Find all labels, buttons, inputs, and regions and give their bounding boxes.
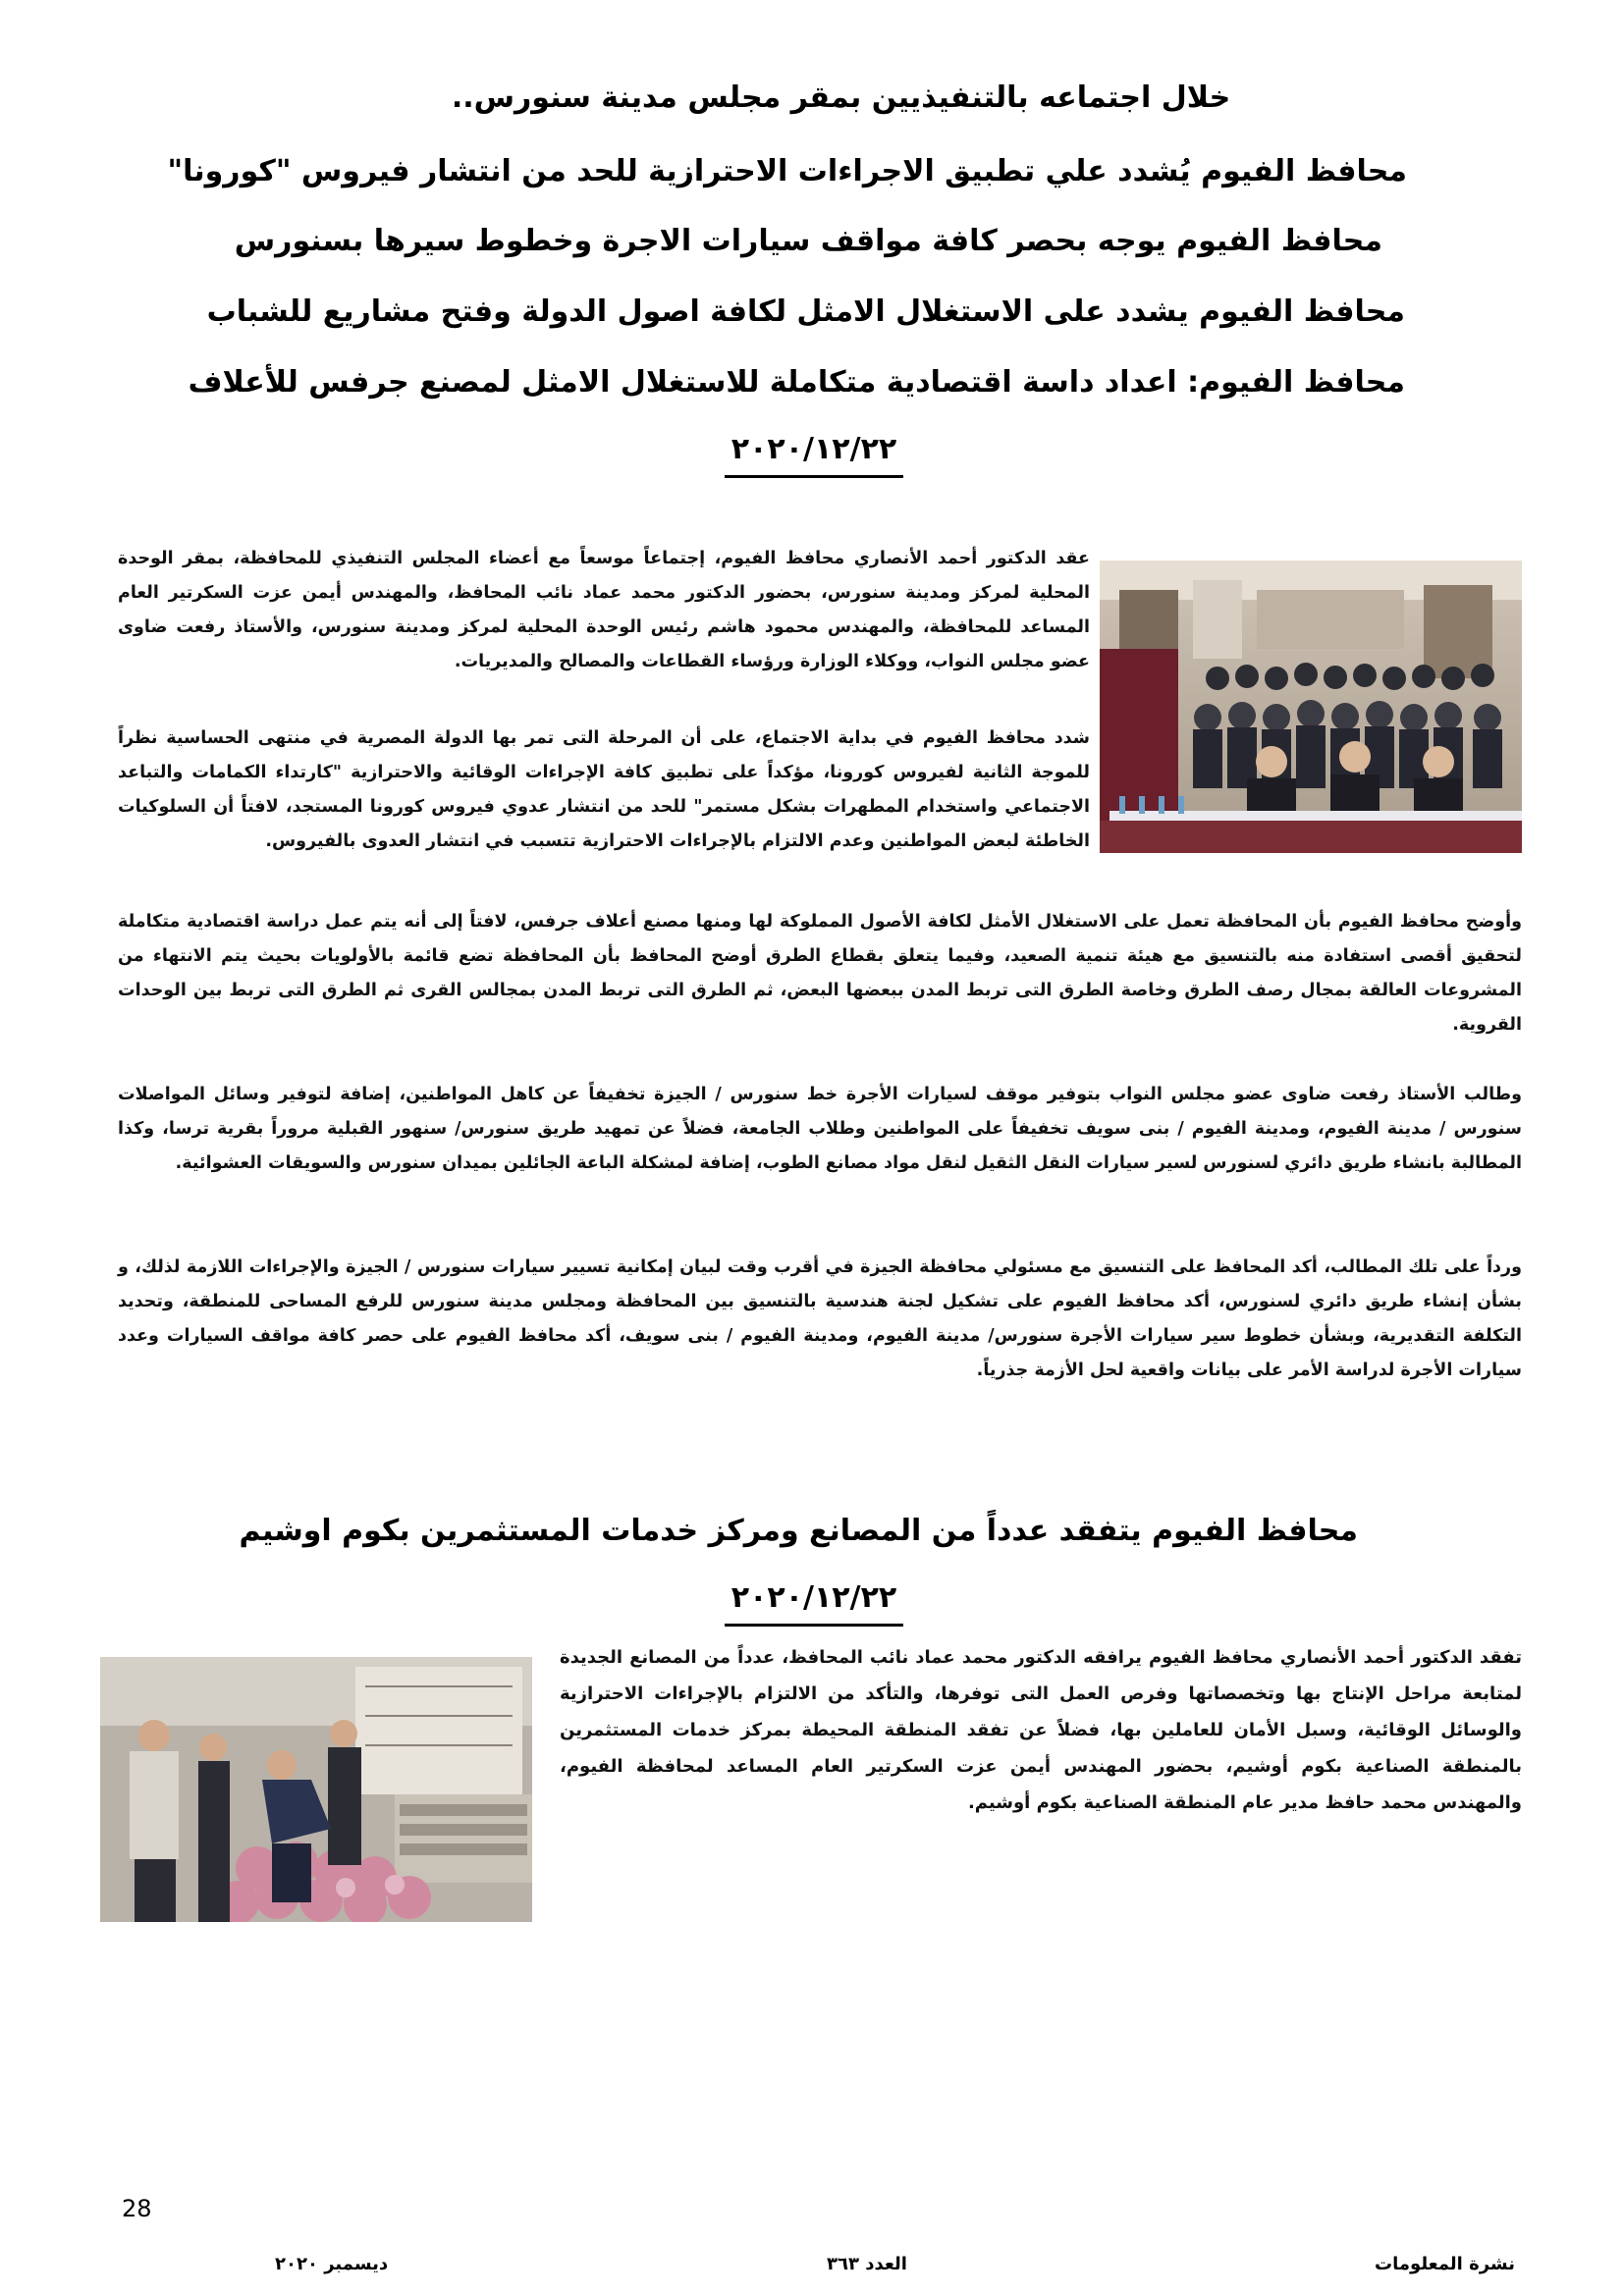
article2-date: ٢٠٢٠/١٢/٢٢: [725, 1578, 903, 1627]
factory-visit-photo: [100, 1657, 532, 1922]
intro-paragraph: عقد الدكتور أحمد الأنصاري محافظ الفيوم، إجتماعاً موسعاً مع أعضاء المجلس التنفيذي للمحافظة، بمقر الوحدة المحلية لمركز ومدينة سنورس، بحضور الدكتور محمد عماد نائب المحافظ، والمهندس أيمن عزت السكرتير العام المساعد للمحافظة، والمهندس محمود هاشم رئيس الوحدة المحلية لمركز ومدينة سنورس، والأستاذ رفعت ضاوى عضو مجلس النواب، ووكلاء الوزارة ورؤساء القطاعات والمصالح والمديريات.: [118, 549, 1090, 671]
article2-paragraph: تفقد الدكتور أحمد الأنصاري محافظ الفيوم يرافقه الدكتور محمد عماد نائب المحافظ، عدداً من المصانع الجديدة لمتابعة مراحل الإنتاج بها وتخصصاتها وفرص العمل التى توفرها، والتأكد من الالتزام بالإجراءات الاحترازية والوسائل الوقائية، وسبل الأمان للعاملين بها، فضلاً عن تفقد المنطقة المحيطة بمركز خدمات المستثمرين بالمنطقة الصناعية بكوم أوشيم، بحضور المهندس أيمن عزت السكرتير العام المساعد لمحافظة الفيوم، والمهندس محمد حافظ مدير عام المنطقة الصناعية بكوم أوشيم.: [560, 1647, 1522, 1813]
kicker-headline: خلال اجتماعه بالتنفيذيين بمقر مجلس مدينة سنورس..: [451, 80, 1231, 115]
paragraph-factory-roads: وأوضح محافظ الفيوم بأن المحافظة تعمل على الاستغلال الأمثل لكافة الأصول المملوكة لها ومنها مصنع أعلاف جرفس، لافتاً إلى أنه يتم عمل دراسة اقتصادية متكاملة لتحقيق أقصى استفادة منه بالتنسيق مع هيئة تنمية الصعيد، وفيما يتعلق بقطاع الطرق أوضح المحافظ بأن المحافظة تضع قائمة بالأولويات بحيث يتم الانتهاء من المشروعات العالقة بمجال رصف الطرق وخاصة الطرق التى تربط المدن ببعضها البعض، ثم الطرق التى تربط المدن بمجالس القرى ثم الطرق التى تربط بين الوحدات القروية.: [118, 912, 1522, 1035]
issue-number: العدد ٣٦٣: [827, 2254, 907, 2274]
page-number: 28: [122, 2195, 152, 2222]
paragraph-mp-demands: وطالب الأستاذ رفعت ضاوى عضو مجلس النواب بتوفير موقف لسيارات الأجرة خط سنورس / الجيزة تخفيفاً عن كاهل المواطنين، إضافة لتوفير وسائل المواصلات سنورس / مدينة الفيوم، ومدينة الفيوم / بنى سويف تخفيفاً على المواطنين وطلاب الجامعة، فضلاً عن تمهيد طريق سنورس/ سنهور القبلية مروراً بقرية ترسا، وكذا المطالبة بانشاء طريق دائري لسنورس لسير سيارات النقل الثقيل لنقل مواد مصانع الطوب، إضافة لمشكلة الباعة الجائلين بميدان سنورس والسويقات العشوائية.: [118, 1085, 1522, 1173]
publication-name: نشرة المعلومات: [1375, 2254, 1515, 2274]
sub-headline-taxis: محافظ الفيوم يوجه بحصر كافة مواقف سيارات الاجرة وخطوط سيرها بسنورس: [234, 224, 1382, 258]
article2-headline: محافظ الفيوم يتفقد عدداً من المصانع ومركز خدمات المستثمرين بكوم اوشيم: [239, 1514, 1358, 1548]
paragraph-governor-response: ورداً على تلك المطالب، أكد المحافظ على التنسيق مع مسئولي محافظة الجيزة في أقرب وقت لبيان إمكانية تسيير سيارات سنورس / الجيزة والإجراءات اللازمة لذلك، و بشأن إنشاء طريق دائري لسنورس، أكد محافظ الفيوم على تشكيل لجنة هندسية بالتنسيق بين المحافظة ومجلس مدينة سنورس للرفع المساحى للمنطقة، وتحديد التكلفة التقديرية، وبشأن خطوط سير سيارات الأجرة سنورس/ مدينة الفيوم، ومدينة الفيوم / بنى سويف، أكد محافظ الفيوم على حصر كافة مواقف السيارات وعدد سيارات الأجرة لدراسة الأمر على بيانات واقعية لحل الأزمة جذرياً.: [118, 1257, 1522, 1380]
meeting-hall-image: [1100, 561, 1522, 853]
sub-headline-factory: محافظ الفيوم: اعداد داسة اقتصادية متكاملة للاستغلال الامثل لمصنع جرفس للأعلاف: [188, 365, 1405, 400]
main-headline: محافظ الفيوم يُشدد علي تطبيق الاجراءات الاحترازية للحد من انتشار فيروس "كورونا": [167, 154, 1407, 188]
meeting-photo: [1100, 561, 1522, 853]
second-paragraph: شدد محافظ الفيوم في بداية الاجتماع، على أن المرحلة التى تمر بها الدولة المصرية في منتهى الحساسية نظراً للموجة الثانية لفيروس كورونا، مؤكداً على تطبيق كافة الإجراءات الوقائية والاحترازية "كارتداء الكمامات والتباعد الاجتماعي واستخدام المطهرات بشكل مستمر" للحد من انتشار عدوي فيروس كورونا المستجد، لافتاً أن السلوكيات الخاطئة لبعض المواطنين وعدم الالتزام بالإجراءات الاحترازية تتسبب في انتشار العدوى بالفيروس.: [118, 728, 1090, 851]
article1-date: ٢٠٢٠/١٢/٢٢: [725, 430, 903, 478]
issue-month: ديسمبر ٢٠٢٠: [275, 2254, 389, 2274]
sub-headline-assets: محافظ الفيوم يشدد على الاستغلال الامثل لكافة اصول الدولة وفتح مشاريع للشباب: [206, 294, 1405, 329]
factory-visit-image: [100, 1657, 532, 1922]
